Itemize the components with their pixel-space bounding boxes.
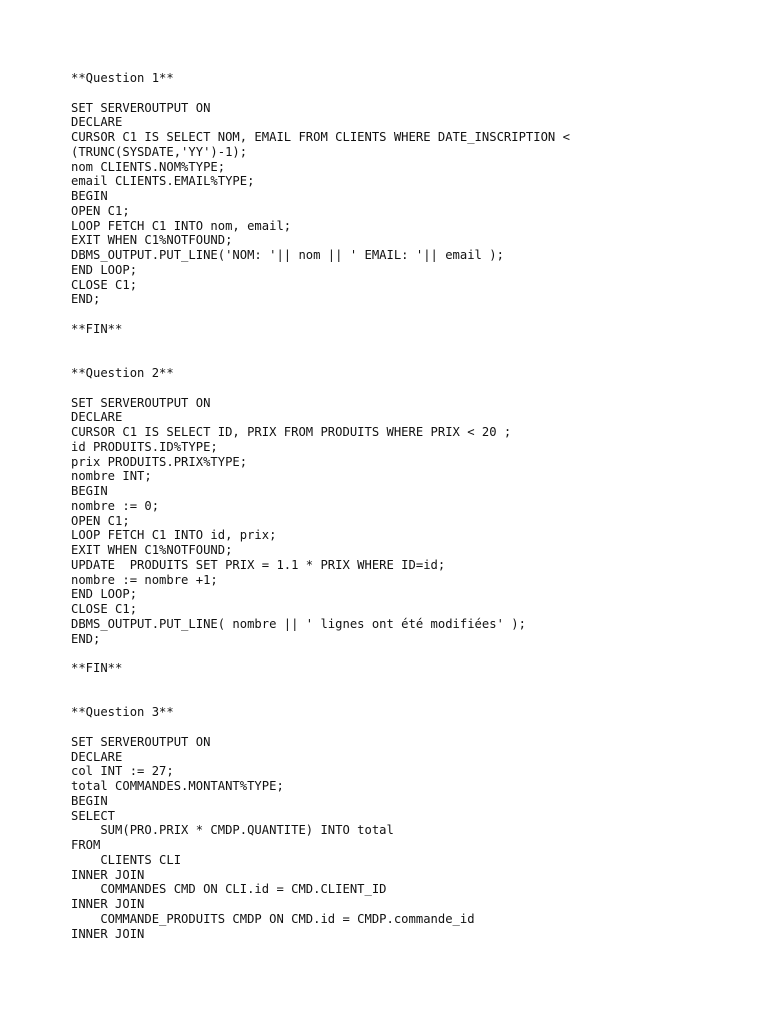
code-line: DBMS_OUTPUT.PUT_LINE('NOM: '|| nom || ' EMAIL: '|| email ); bbox=[71, 248, 504, 262]
code-line: LOOP FETCH C1 INTO nom, email; bbox=[71, 218, 292, 233]
code-line: EXIT WHEN C1%NOTFOUND; bbox=[71, 543, 233, 557]
code-line: EXIT WHEN C1%NOTFOUND; bbox=[71, 233, 233, 248]
code-line: **FIN** bbox=[71, 661, 123, 675]
code-line: prix PRODUITS.PRIX%TYPE; bbox=[71, 454, 248, 469]
code-line: col INT := 27; bbox=[71, 764, 174, 779]
blank-line bbox=[71, 351, 748, 366]
code-line: SUM(PRO.PRIX * CMDP.QUANTITE) INTO total bbox=[71, 823, 394, 838]
code-line: BEGIN bbox=[71, 189, 108, 203]
code-line: DECLARE bbox=[71, 749, 123, 764]
code-line: UPDATE PRODUITS SET PRIX = 1.1 * PRIX WHERE ID=id; bbox=[71, 557, 446, 572]
blank-line bbox=[71, 720, 748, 735]
code-line: **Question 2** bbox=[71, 366, 174, 380]
blank-line bbox=[71, 646, 748, 661]
code-line: LOOP FETCH C1 INTO id, prix; bbox=[71, 528, 277, 543]
code-line: DECLARE bbox=[71, 410, 123, 425]
code-line: id PRODUITS.ID%TYPE; bbox=[71, 439, 218, 454]
code-line: OPEN C1; bbox=[71, 203, 130, 218]
code-line: DECLARE bbox=[71, 115, 123, 130]
code-line: CLOSE C1; bbox=[71, 602, 138, 616]
code-line: CURSOR C1 IS SELECT NOM, EMAIL FROM CLIENTS WHERE DATE_INSCRIPTION < bbox=[71, 130, 570, 144]
code-document bbox=[71, 71, 748, 941]
blank-line bbox=[71, 691, 748, 706]
code-line: **Question 1** bbox=[71, 71, 174, 85]
code-line: INNER JOIN bbox=[71, 867, 145, 882]
code-line: CURSOR C1 IS SELECT ID, PRIX FROM PRODUITS WHERE PRIX < 20 ; bbox=[71, 425, 512, 439]
code-line: total COMMANDES.MONTANT%TYPE; bbox=[71, 779, 284, 793]
code-line: BEGIN bbox=[71, 793, 108, 808]
blank-line bbox=[71, 307, 748, 322]
code-line: nombre := nombre +1; bbox=[71, 572, 218, 587]
code-line: SET SERVEROUTPUT ON bbox=[71, 395, 211, 410]
blank-line bbox=[71, 381, 748, 396]
code-line: **FIN** bbox=[71, 321, 123, 336]
code-line: nom CLIENTS.NOM%TYPE; bbox=[71, 159, 226, 174]
code-line: COMMANDES CMD ON CLI.id = CMD.CLIENT_ID bbox=[71, 882, 387, 897]
code-line: OPEN C1; bbox=[71, 513, 130, 528]
code-line: INNER JOIN bbox=[71, 897, 145, 911]
code-line: DBMS_OUTPUT.PUT_LINE( nombre || ' lignes ont été modifiées' ); bbox=[71, 616, 526, 631]
code-line: SET SERVEROUTPUT ON bbox=[71, 734, 211, 749]
blank-line bbox=[71, 676, 748, 691]
code-line: END LOOP; bbox=[71, 587, 138, 602]
code-line: BEGIN bbox=[71, 484, 108, 498]
code-line: END LOOP; bbox=[71, 262, 138, 277]
code-line: FROM bbox=[71, 838, 101, 852]
code-line: email CLIENTS.EMAIL%TYPE; bbox=[71, 174, 255, 189]
code-line: nombre INT; bbox=[71, 469, 152, 484]
code-line: nombre := 0; bbox=[71, 498, 160, 513]
code-line: INNER JOIN bbox=[71, 926, 145, 941]
code-line: SELECT bbox=[71, 808, 116, 823]
code-line: END; bbox=[71, 292, 101, 307]
blank-line bbox=[71, 337, 748, 352]
code-line: CLIENTS CLI bbox=[71, 852, 182, 867]
blank-line bbox=[71, 86, 748, 101]
code-line: END; bbox=[71, 631, 101, 646]
code-line: **Question 3** bbox=[71, 705, 174, 720]
code-line: (TRUNC(SYSDATE,'YY')-1); bbox=[71, 144, 248, 159]
code-line: SET SERVEROUTPUT ON bbox=[71, 100, 211, 115]
code-line: CLOSE C1; bbox=[71, 277, 138, 292]
code-line: COMMANDE_PRODUITS CMDP ON CMD.id = CMDP.commande_id bbox=[71, 911, 475, 926]
